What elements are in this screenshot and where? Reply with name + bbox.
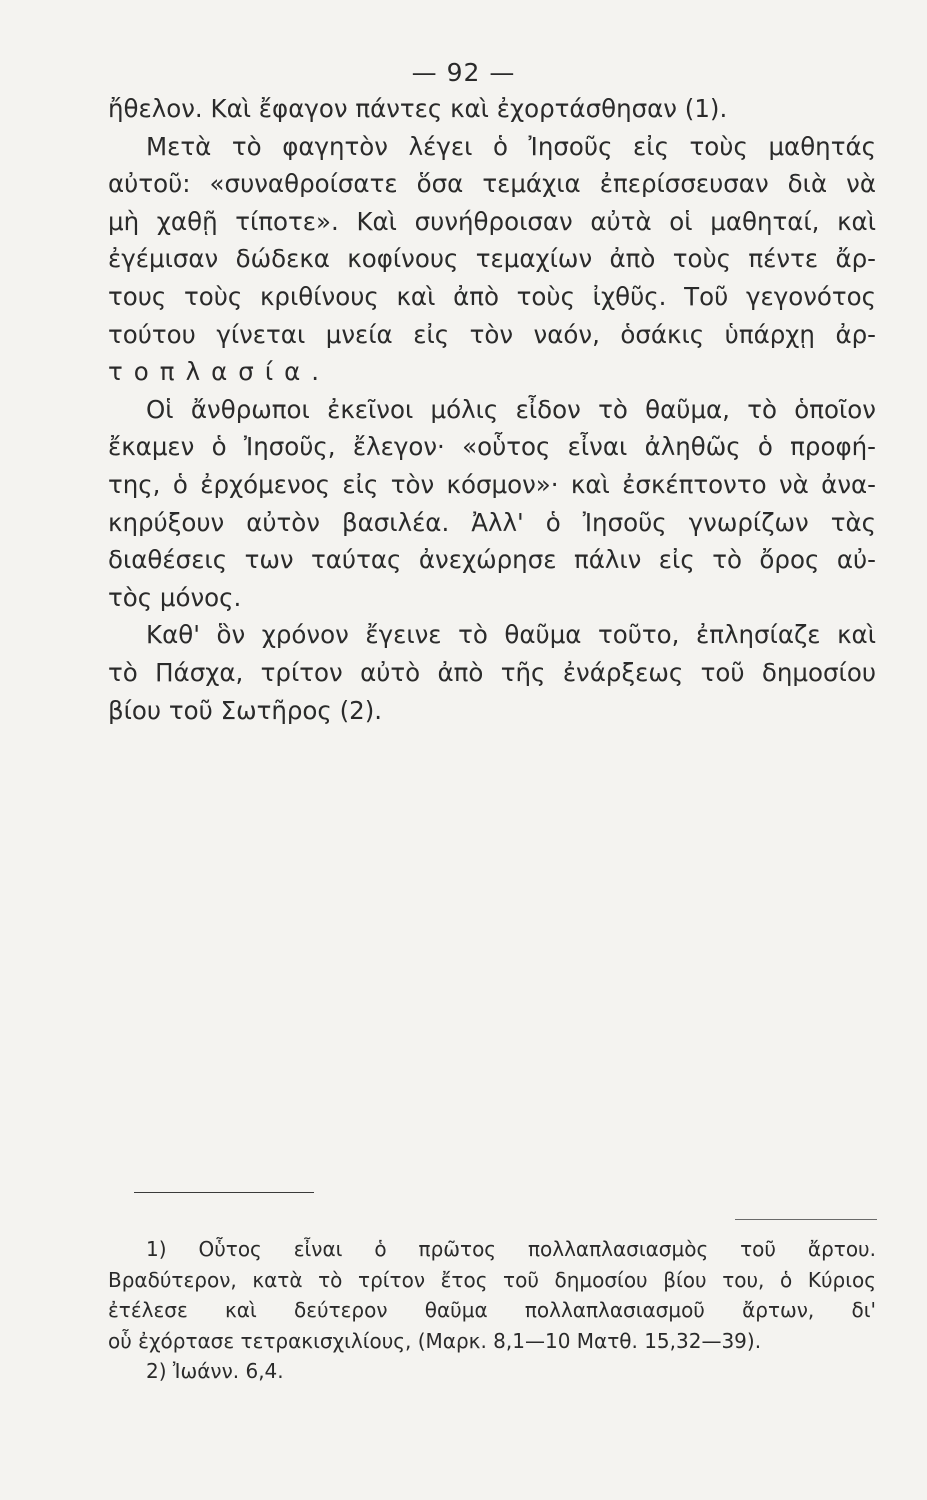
body-line: ἐγέμισαν δώδεκα κοφίνους τεμαχίων ἀπὸ τοὺς πέντε ἄρ- bbox=[108, 244, 876, 274]
body-text bbox=[108, 90, 876, 729]
body-line: τὸς μόνος. bbox=[108, 582, 242, 612]
footnotes bbox=[108, 1234, 876, 1387]
footnote-line: ἐτέλεσε καὶ δεύτερον θαῦμα πολλαπλασιασμοῦ ἄρτων, δι' bbox=[108, 1298, 876, 1322]
body-line: τὸ Πάσχα, τρίτον αὐτὸ ἀπὸ τῆς ἐνάρξεως τοῦ δημοσίου bbox=[108, 657, 876, 687]
page-number: — 92 — bbox=[411, 58, 516, 87]
footnote-line: 2) Ἰωάνν. 6,4. bbox=[146, 1359, 284, 1383]
body-line: μὴ χαθῇ τίποτε». Καὶ συνήθροισαν αὐτὰ οἱ μαθηταί, καὶ bbox=[108, 206, 876, 236]
footnote-line: οὗ ἐχόρτασε τετρακισχιλίους, (Μαρκ. 8,1—10 Ματθ. 15,32—39). bbox=[108, 1328, 762, 1353]
body-line: τούτου γίνεται μνεία εἰς τὸν ναόν, ὁσάκις ὑπάρχῃ ἀρ- bbox=[108, 319, 876, 349]
body-line: διαθέσεις των ταύτας ἀνεχώρησε πάλιν εἰς τὸ ὄρος αὐ- bbox=[108, 545, 876, 575]
body-line: κηρύξουν αὐτὸν βασιλέα. Ἀλλ' ὁ Ἰησοῦς γνωρίζων τὰς bbox=[108, 507, 876, 537]
body-line: βίου τοῦ Σωτῆρος (2). bbox=[108, 695, 383, 725]
footnote-separator bbox=[134, 1192, 314, 1193]
body-line: ἤθελον. Καὶ ἔφαγον πάντες καὶ ἐχορτάσθησαν (1). bbox=[108, 94, 728, 123]
body-line: Μετὰ τὸ φαγητὸν λέγει ὁ Ἰησοῦς εἰς τοὺς μαθητάς bbox=[146, 131, 876, 161]
body-line: Καθ' ὃν χρόνον ἔγεινε τὸ θαῦμα τοῦτο, ἐπλησίαζε καὶ bbox=[146, 620, 876, 650]
body-line: της, ὁ ἐρχόμενος εἰς τὸν κόσμον»· καὶ ἐσκέπτοντο νὰ ἀνα- bbox=[108, 469, 876, 499]
footnote-line: 1) Οὗτος εἶναι ὁ πρῶτος πολλαπλασιασμὸς τοῦ ἄρτου. bbox=[146, 1237, 876, 1261]
footnote-line: Βραδύτερον, κατὰ τὸ τρίτον ἔτος τοῦ δημοσίου βίου του, ὁ Κύριος bbox=[108, 1267, 876, 1292]
body-line: τους τοὺς κριθίνους καὶ ἀπὸ τοὺς ἰχθῦς. Τοῦ γεγονότος bbox=[108, 281, 876, 311]
body-line: Οἱ ἄνθρωποι ἐκεῖνοι μόλις εἶδον τὸ θαῦμα, τὸ ὁποῖον bbox=[146, 394, 876, 424]
body-line: αὐτοῦ: «συναθροίσατε ὅσα τεμάχια ἐπερίσσευσαν διὰ νὰ bbox=[108, 169, 876, 199]
body-line: τοπλασία. bbox=[108, 357, 331, 387]
body-line: ἔκαμεν ὁ Ἰησοῦς, ἔλεγον· «οὗτος εἶναι ἀληθῶς ὁ προφή- bbox=[108, 432, 876, 462]
footnote-rule-right bbox=[735, 1219, 877, 1220]
